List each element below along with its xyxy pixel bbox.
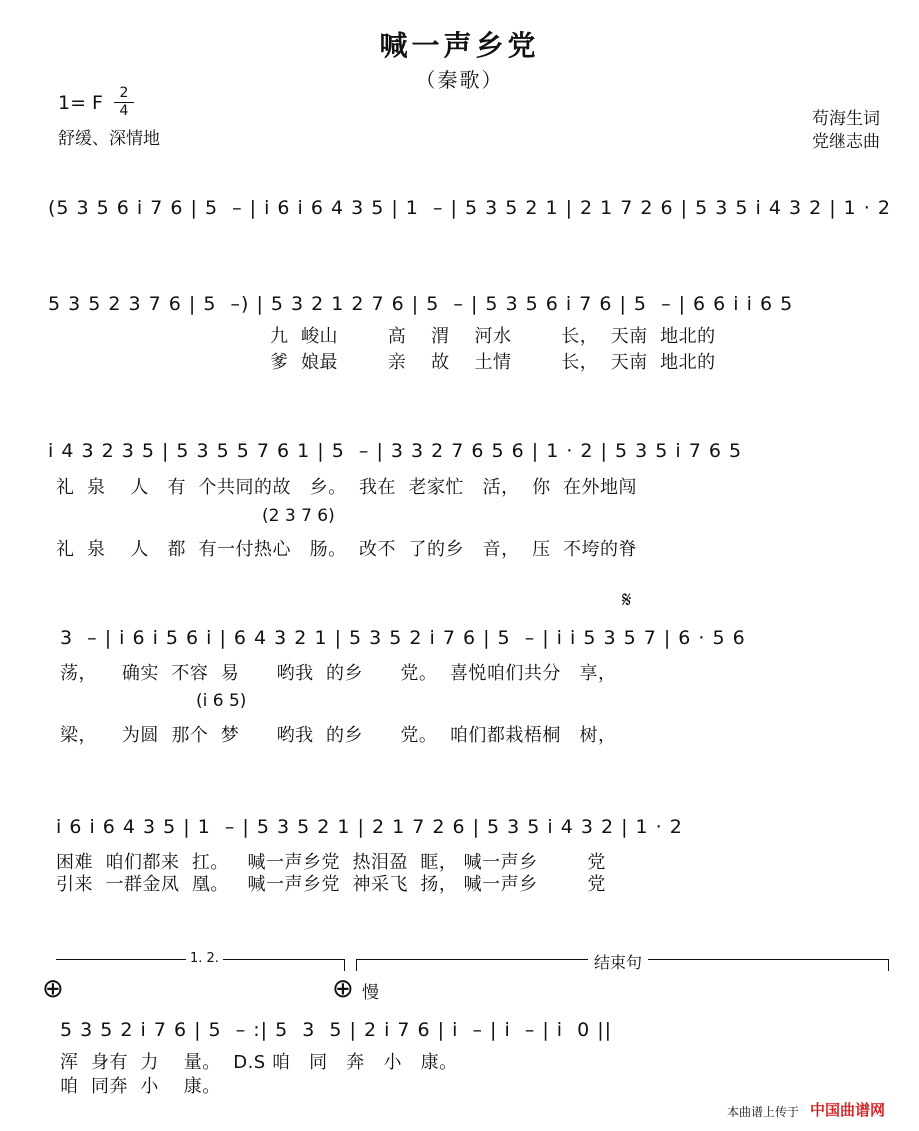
- slow-marking: 慢: [362, 983, 379, 1003]
- lyric-row-4-verse-1: 荡， 确实 不容 易 哟我 的乡 党。 喜悦咱们共分 享，: [60, 663, 617, 684]
- lyric-row-2-verse-2: 爹 娘最 亲 故 土情 长， 天南 地北的: [270, 352, 716, 373]
- time-signature: [114, 86, 134, 119]
- coda-icon-right: ⊕: [332, 974, 354, 1004]
- lyric-row-6-verse-2: 咱 同奔 小 康。: [60, 1076, 221, 1097]
- notation-row-6: 5 3 5 2 i 7 6 | 5 – :| 5 3 5 | 2 i 7 6 | i – | i – | i 0 ||: [60, 1019, 613, 1041]
- tempo-marking: 舒缓、深情地: [58, 129, 160, 149]
- notation-row-4: 3 – | i 6 i 5 6 i | 6 4 3 2 1 | 5 3 5 2 i 7 6 | 5 – | i i 5 3 5 7 | 6 · 5 6: [60, 627, 746, 649]
- lyricist-credit: 苟海生词: [812, 109, 880, 129]
- lyric-row-6-verse-1: 浑 身有 力 量。 D.S 咱 同 奔 小 康。: [60, 1052, 458, 1073]
- composer-credit: 党继志曲: [812, 132, 880, 152]
- song-subtitle: （秦歌）: [415, 68, 504, 92]
- site-logo[interactable]: 中国曲谱网: [810, 1101, 886, 1119]
- ending-section-label: 结束句: [588, 950, 648, 973]
- lyric-row-5-verse-1: 困难 咱们都来 扛。 喊一声乡党 热泪盈 眶， 喊一声乡 党: [56, 852, 606, 873]
- song-title: 喊一声乡党: [379, 29, 540, 62]
- notation-row-5: i 6 i 6 4 3 5 | 1 – | 5 3 5 2 1 | 2 1 7 2 6 | 5 3 5 i 4 3 2 | 1 · 2: [56, 816, 683, 838]
- notation-row-1: (5 3 5 6 i 7 6 | 5 – | i 6 i 6 4 3 5 | 1 – | 5 3 5 2 1 | 2 1 7 2 6 | 5 3 5 i 4 3 2 | 1 · 2: [48, 197, 891, 219]
- time-signature-top: 2: [119, 85, 129, 101]
- time-signature-bottom: 4: [119, 103, 129, 119]
- alternate-notes-row-4: (i 6 5): [196, 691, 247, 711]
- lyric-row-3-verse-1: 礼 泉 人 有 个共同的故 乡。 我在 老家忙 活， 你 在外地闯: [56, 477, 638, 498]
- alternate-notes-row-3: (2 3 7 6): [262, 506, 335, 526]
- segno-icon: 𝄋: [622, 588, 632, 613]
- upload-notice: 本曲谱上传于: [727, 1105, 800, 1119]
- lyric-row-4-verse-2: 梁， 为圆 那个 梦 哟我 的乡 党。 咱们都栽梧桐 树，: [60, 725, 617, 746]
- volta-bracket-label: 1. 2.: [186, 951, 223, 966]
- coda-icon-left: ⊕: [42, 974, 64, 1004]
- lyric-row-5-verse-2: 引来 一群金凤 凰。 喊一声乡党 神采飞 扬， 喊一声乡 党: [56, 874, 606, 895]
- key-signature: 1= F: [58, 92, 103, 114]
- lyric-row-3-verse-2: 礼 泉 人 都 有一付热心 肠。 改不 了的乡 音， 压 不垮的脊: [56, 539, 638, 560]
- notation-row-2: 5 3 5 2 3 7 6 | 5 –) | 5 3 2 1 2 7 6 | 5 – | 5 3 5 6 i 7 6 | 5 – | 6 6 i i 6 5: [48, 293, 794, 315]
- lyric-row-2-verse-1: 九 峻山 高 渭 河水 长， 天南 地北的: [270, 326, 716, 347]
- notation-row-3: i 4 3 2 3 5 | 5 3 5 5 7 6 1 | 5 – | 3 3 2 7 6 5 6 | 1 · 2 | 5 3 5 i 7 6 5: [48, 440, 743, 462]
